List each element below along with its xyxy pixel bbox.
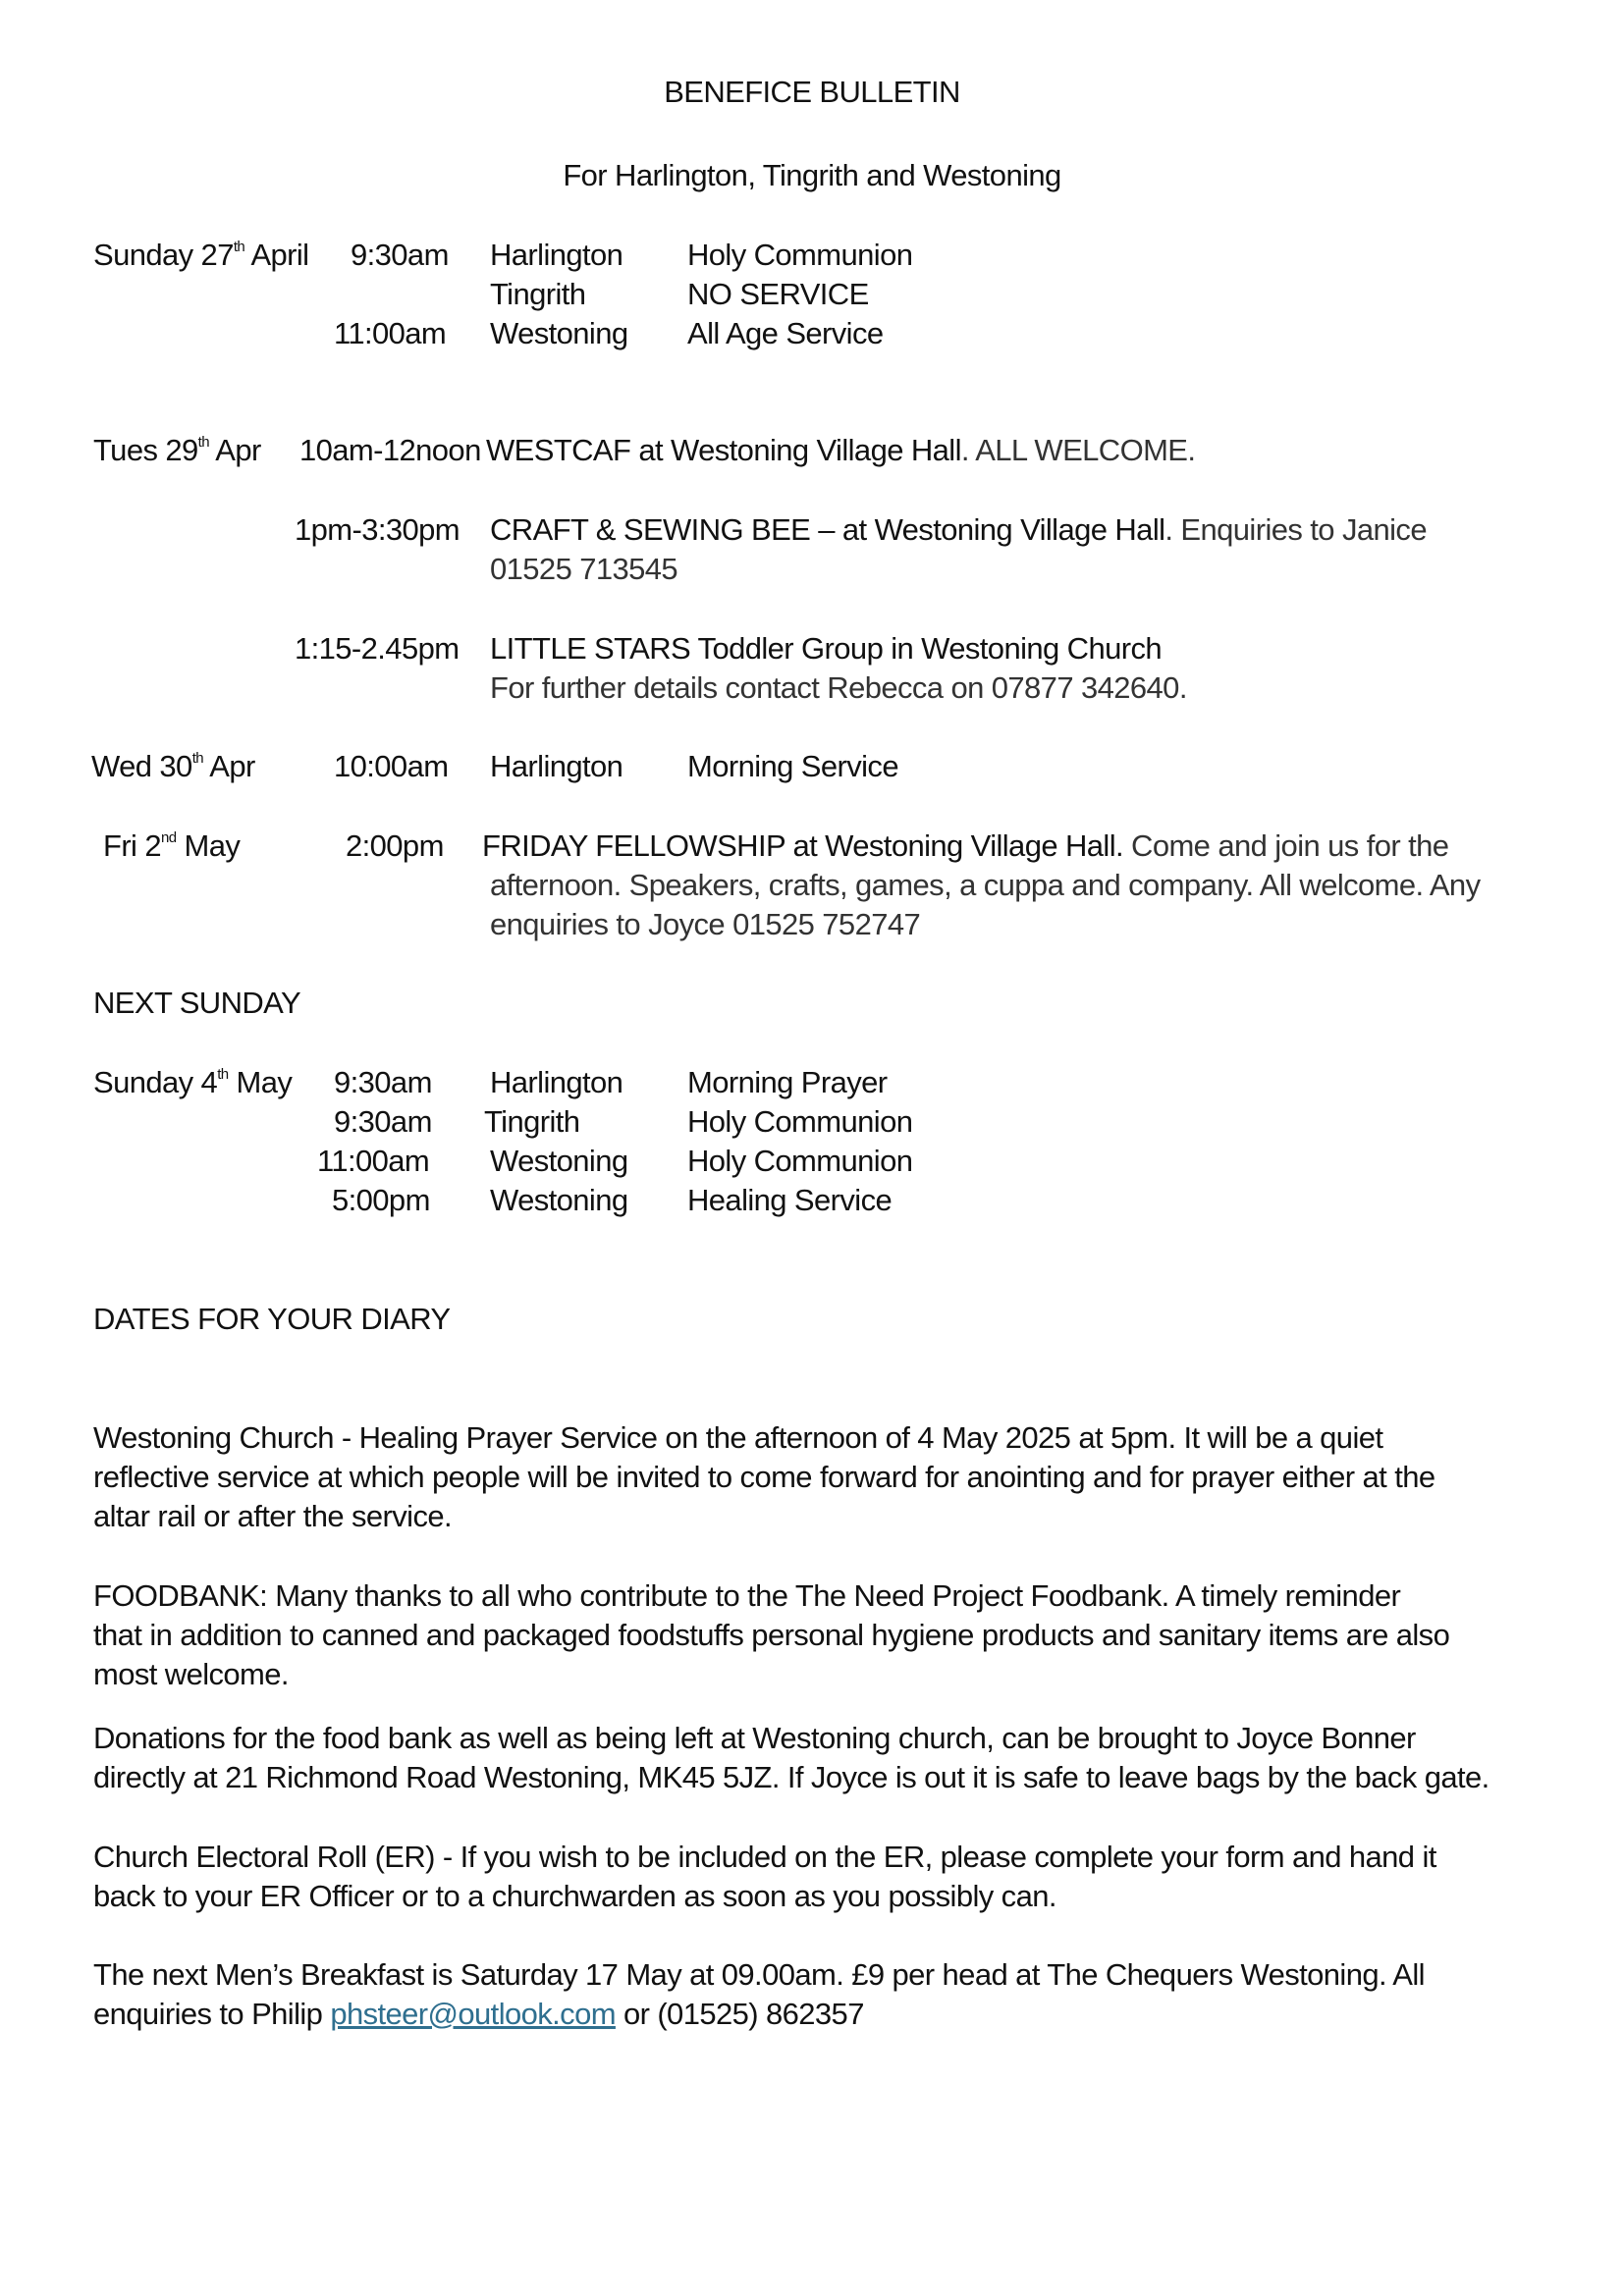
- wed-service: Morning Service: [687, 749, 898, 783]
- sunday1-service-2: NO SERVICE: [687, 277, 869, 311]
- fri-event: FRIDAY FELLOWSHIP at Westoning Village Hall. Come and join us for the: [482, 828, 1449, 863]
- fri-event-line-2: afternoon. Speakers, crafts, games, a cuppa and company. All welcome. Any: [490, 868, 1481, 902]
- fri-event-line-3: enquiries to Joyce 01525 752747: [490, 907, 921, 941]
- tues-event-3: LITTLE STARS Toddler Group in Westoning Church: [490, 631, 1163, 666]
- fri-date: Fri 2nd May: [103, 828, 241, 863]
- tues-time-1: 10am-12noon: [299, 433, 481, 467]
- sunday2-place-2: Tingrith: [484, 1104, 580, 1139]
- sunday2-time-2: 9:30am: [334, 1104, 432, 1139]
- notice-donations: Donations for the food bank as well as being left at Westoning church, can be brought to Joyce Bonner directly at 21 Richmond Road Westoning, MK45 5JZ. If Joyce is out it is safe to leave bags by the back gate.: [93, 1721, 1489, 1794]
- email-link[interactable]: phsteer@outlook.com: [330, 1997, 616, 2031]
- fri-time: 2:00pm: [346, 828, 444, 863]
- sunday1-date: Sunday 27th April: [93, 238, 309, 272]
- sunday2-time-1: 9:30am: [334, 1065, 432, 1099]
- tues-time-3: 1:15-2.45pm: [295, 631, 460, 666]
- page-subtitle: For Harlington, Tingrith and Westoning: [563, 158, 1061, 192]
- page-title: BENEFICE BULLETIN: [664, 75, 960, 109]
- sunday2-place-3: Westoning: [490, 1144, 628, 1178]
- sunday1-time-3: 11:00am: [334, 316, 447, 350]
- notice-healing-service: Westoning Church - Healing Prayer Service on the afternoon of 4 May 2025 at 5pm. It will be a quiet reflective service at which people will be invited to come forward for anointing and for prayer either at the altar rail or after the service.: [93, 1420, 1435, 1533]
- sunday1-time-1: 9:30am: [351, 238, 449, 272]
- sunday2-place-4: Westoning: [490, 1183, 628, 1217]
- sunday2-service-4: Healing Service: [687, 1183, 893, 1217]
- sunday2-time-4: 5:00pm: [332, 1183, 430, 1217]
- sunday2-service-1: Morning Prayer: [687, 1065, 888, 1099]
- wed-date: Wed 30th Apr: [91, 749, 255, 783]
- notice-electoral-roll: Church Electoral Roll (ER) - If you wish to be included on the ER, please complete your form and hand it back to your ER Officer or to a churchwarden as soon as you possibly can.: [93, 1840, 1436, 1913]
- wed-time: 10:00am: [334, 749, 449, 783]
- tues-event-2: CRAFT & SEWING BEE – at Westoning Village Hall. Enquiries to Janice: [490, 512, 1427, 547]
- notice-foodbank: FOODBANK: Many thanks to all who contribute to the The Need Project Foodbank. A timely reminder that in addition to canned and packaged foodstuffs personal hygiene products and sanitary items are also most welcome.: [93, 1578, 1450, 1691]
- sunday1-place-3: Westoning: [490, 316, 628, 350]
- next-sunday-heading: NEXT SUNDAY: [93, 986, 301, 1020]
- notice-mens-breakfast: The next Men’s Breakfast is Saturday 17 May at 09.00am. £9 per head at The Chequers Westoning. All enquiries to Philip phsteer@outlook.com or (01525) 862357: [93, 1957, 1425, 2031]
- tues-event-3-contact: For further details contact Rebecca on 07877 342640.: [490, 670, 1187, 705]
- sunday1-place-1: Harlington: [490, 238, 623, 272]
- sunday2-date: Sunday 4th May: [93, 1065, 293, 1099]
- tues-event-2-phone: 01525 713545: [490, 552, 678, 586]
- sunday1-service-3: All Age Service: [687, 316, 884, 350]
- sunday2-service-3: Holy Communion: [687, 1144, 913, 1178]
- sunday2-time-3: 11:00am: [317, 1144, 430, 1178]
- wed-place: Harlington: [490, 749, 623, 783]
- sunday2-place-1: Harlington: [490, 1065, 623, 1099]
- tues-event-1: WESTCAF at Westoning Village Hall. ALL WELCOME.: [486, 433, 1196, 467]
- sunday1-service-1: Holy Communion: [687, 238, 913, 272]
- diary-heading: DATES FOR YOUR DIARY: [93, 1302, 451, 1336]
- sunday2-service-2: Holy Communion: [687, 1104, 913, 1139]
- tues-time-2: 1pm-3:30pm: [295, 512, 460, 547]
- tues-date: Tues 29th Apr: [93, 433, 261, 467]
- sunday1-place-2: Tingrith: [490, 277, 586, 311]
